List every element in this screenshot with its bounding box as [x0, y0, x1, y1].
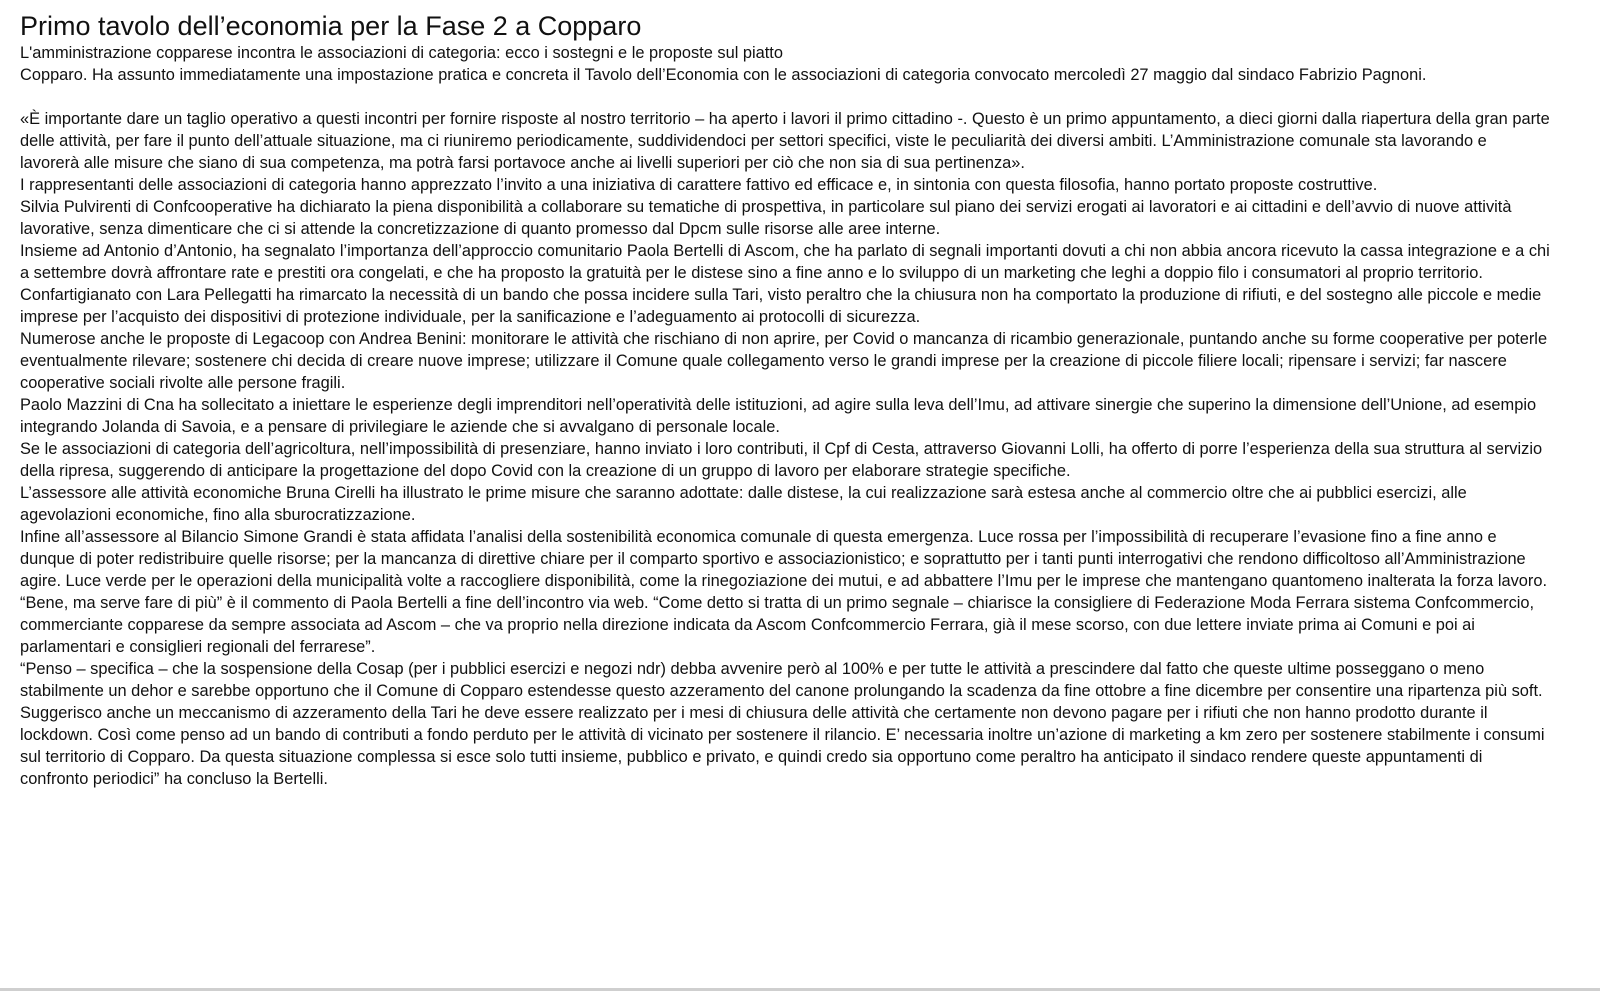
paragraph-confcooperative: Silvia Pulvirenti di Confcooperative ha dichiarato la piena disponibilità a collaborare su tematiche di prospettiva, in particolare sul piano dei servizi erogati ai lavoratori e ai cittadini e dell’avvio di nuove attività lavorative, senza dimenticare che ci si attende la concretizzazione di quanto promesso dal Dpcm sulle risorse alle aree interne.	[20, 198, 1512, 238]
paragraph-spacer	[20, 86, 1550, 108]
paragraph-bertelli-comment: “Bene, ma serve fare di più” è il commento di Paola Bertelli a fine dell’incontro via web. “Come detto si tratta di un primo segnale – chiarisce la consigliere di Federazione Moda Ferrara sistema Confcommercio, commerciante copparese da sempre associata ad Ascom – che va proprio nella direzione indicata da Ascom Confcommercio Ferrara, già il mese scorso, con due lettere inviate prima ai Comuni e poi ai parlamentari e consiglieri regionali del ferrarese”.	[20, 594, 1535, 656]
paragraph-grandi: Infine all’assessore al Bilancio Simone Grandi è stata affidata l’analisi della sostenibilità economica comunale di questa emergenza. Luce rossa per l’impossibilità di recuperare l’evasione fino a fine anno e dunque di poter redistribuire quelle risorse; per la mancanza di direttive chiare per il comparto sportivo e associazionistico; e soprattutto per i tanti punti interrogativi che rendono difficoltoso all’Amministrazione agire. Luce verde per le operazioni della municipalità volte a raccogliere disponibilità, come la rinegoziazione dei mutui, e ad abbattere l’Imu per le imprese che mantengano quantomeno inalterata la forza lavoro.	[20, 528, 1548, 590]
article-subtitle: L'amministrazione copparese incontra le associazioni di categoria: ecco i sostegni e le proposte sul piatto	[20, 44, 783, 62]
paragraph-opening-quote: «È importante dare un taglio operativo a questi incontri per fornire risposte al nostro territorio – ha aperto i lavori il primo cittadino -. Questo è un primo appuntamento, a dieci giorni dalla riapertura della gran parte delle attività, per fare il punto dell’attuale situazione, ma ci riuniremo periodicamente, suddividendoci per settori specifici, viste le peculiarità dei diversi ambiti. L’Amministrazione comunale sta lavorando e lavorerà alle misure che siano di sua competenza, ma potrà farsi portavoce anche ai livelli superiori per ciò che non sia di sua pertinenza».	[20, 110, 1550, 172]
article-title: Primo tavolo dell’economia per la Fase 2 a Copparo	[20, 11, 642, 41]
paragraph-bertelli-proposals: “Penso – specifica – che la sospensione della Cosap (per i pubblici esercizi e negozi ndr) debba avvenire però al 100% e per tutte le attività a prescindere dal fatto che queste ultime posseggano o meno stabilmente un dehor e sarebbe opportuno che il Comune di Copparo estendesse questo azzeramento del canone prolungando la scadenza da fine ottobre a fine dicembre per consentire una ripartenza più soft. Suggerisco anche un meccanismo di azzeramento della Tari he deve essere realizzato per i mesi di chiusura delle attività che certamente non devono pagare per i rifiuti che non hanno prodotto durante il lockdown. Così come penso ad un bando di contributi a fondo perduto per le attività di vicinato per sostenere il rilancio. E’ necessaria inoltre un’azione di marketing a km zero per sostenere stabilmente i consumi sul territorio di Copparo. Da questa situazione complessa si esce solo tutti insieme, pubblico e privato, e quindi credo sia opportuno come peraltro ha anticipato il sindaco rendere queste appuntamenti di confronto periodici” ha concluso la Bertelli.	[20, 660, 1545, 788]
paragraph-agricoltura: Se le associazioni di categoria dell’agricoltura, nell’impossibilità di presenziare, hanno inviato i loro contributi, il Cpf di Cesta, attraverso Giovanni Lolli, ha offerto di porre l’esperienza della sua struttura al servizio della ripresa, suggerendo di anticipare la progettazione del dopo Covid con la creazione di un gruppo di lavoro per elaborare strategie specifiche.	[20, 440, 1543, 480]
paragraph-confartigianato: Confartigianato con Lara Pellegatti ha rimarcato la necessità di un bando che possa incidere sulla Tari, visto peraltro che la chiusura non ha comportato la produzione di rifiuti, e del sostegno alle piccole e medie imprese per l’acquisto dei dispositivi di protezione individuale, per la sanificazione e l’adeguamento ai protocolli di sicurezza.	[20, 286, 1542, 326]
article-body	[20, 42, 1550, 790]
article	[20, 10, 1550, 790]
paragraph-cna: Paolo Mazzini di Cna ha sollecitato a iniettare le esperienze degli imprenditori nell’operatività delle istituzioni, ad agire sulla leva dell’Imu, ad attivare sinergie che superino la dimensione dell’Unione, ad esempio integrando Jolanda di Savoia, e a pensare di privilegiare le aziende che si avvalgano di personale locale.	[20, 396, 1537, 436]
paragraph-legacoop: Numerose anche le proposte di Legacoop con Andrea Benini: monitorare le attività che rischiano di non aprire, per Covid o mancanza di ricambio generazionale, puntando anche su forme cooperative per poterle eventualmente rilevare; sostenere chi decida di creare nuove imprese; utilizzare il Comune quale collegamento verso le grandi imprese per la creazione di piccole filiere locali; ripensare i servizi; far nascere cooperative sociali rivolte alle persone fragili.	[20, 330, 1548, 392]
article-lead: Copparo. Ha assunto immediatamente una impostazione pratica e concreta il Tavolo dell’Economia con le associazioni di categoria convocato mercoledì 27 maggio dal sindaco Fabrizio Pagnoni.	[20, 66, 1427, 84]
paragraph-cirelli: L’assessore alle attività economiche Bruna Cirelli ha illustrato le prime misure che saranno adottate: dalle distese, la cui realizzazione sarà estesa anche al commercio oltre che ai pubblici esercizi, alle agevolazioni economiche, fino alla sburocratizzazione.	[20, 484, 1467, 524]
paragraph-ascom: Insieme ad Antonio d’Antonio, ha segnalato l’importanza dell’approccio comunitario Paola Bertelli di Ascom, che ha parlato di segnali importanti dovuti a chi non abbia ancora ricevuto la cassa integrazione e a chi a settembre dovrà affrontare rate e prestiti ora congelati, e che ha proposto la gratuità per le distese sino a fine anno e lo sviluppo di un marketing che leghi a doppio filo i consumatori al proprio territorio.	[20, 242, 1550, 282]
paragraph-representatives: I rappresentanti delle associazioni di categoria hanno apprezzato l’invito a una iniziativa di carattere fattivo ed efficace e, in sintonia con questa filosofia, hanno portato proposte costruttive.	[20, 176, 1378, 194]
